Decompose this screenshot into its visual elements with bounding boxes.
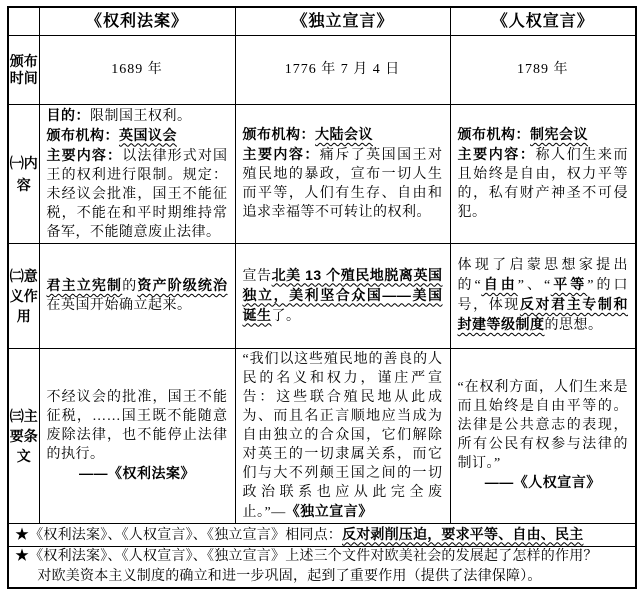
row-label-content: ㈠内容 (8, 104, 39, 243)
text-block (47, 106, 228, 126)
text-segment: 大陆会议 (315, 126, 373, 142)
cell-provisions-bill (39, 348, 235, 523)
text-segment: 《独立宣言》 (285, 502, 373, 519)
text-block (47, 146, 228, 242)
header-declaration-rights-of-man: 《人权宣言》 (450, 7, 636, 35)
text-segment: 痛斥了英国国王对殖民地的暴政，宣布一切人生而平等，人们有生存、自由和追求幸福等不可转让的权利。 (242, 148, 443, 220)
text-segment: 称人们生来而且始终是自由，权力平等的，私有财产神圣不可侵犯。 (457, 148, 628, 220)
text-block (15, 547, 629, 567)
corner-cell (8, 7, 39, 35)
text-block (47, 388, 228, 464)
cell-provisions-rights-of-man (450, 348, 636, 523)
text-segment: 不经议会的批准，国王不能征税，……国王既不能随意废除法律，也不能停止法律的执行。 (46, 389, 228, 462)
cell-time-rights-of-man (450, 35, 636, 104)
text-block (243, 350, 443, 522)
cell-provisions-independence (235, 348, 450, 523)
row-label-significance: ㈡意义作用 (8, 243, 39, 348)
text-block (243, 125, 443, 145)
header-row (8, 7, 636, 35)
text-segment: ★《权利法案》、《人权宣言》、《独立宣言》上述三个文件对欧美社会的发展起了怎样的作用？ (15, 548, 598, 564)
text-block (47, 126, 228, 146)
header-declaration-of-independence: 《独立宣言》 (235, 7, 450, 35)
text-block (458, 473, 629, 493)
text-block (458, 125, 629, 145)
row-significance (8, 243, 636, 348)
row-issue-time (8, 35, 636, 104)
text-segment: ”、“ (517, 278, 551, 293)
text-segment: 反对君主专制和封建等级制度 (457, 296, 629, 332)
text-segment: 制宪会议 (530, 126, 588, 142)
text-segment: 自由 (481, 276, 518, 292)
cell-content-rights-of-man (450, 104, 636, 243)
row-label-main-provisions: ㈢主要条文 (8, 348, 39, 523)
cell-content-bill (39, 104, 235, 243)
text-segment: 主要内容： (46, 146, 123, 163)
text-segment: 的思想。 (544, 318, 603, 333)
text-segment: “我们以这些殖民地的善良的人民的名义和权力，谨庄严宣告：这些联合殖民地从此成为、而且名正言顺地应当成为自由独立的合众国，它们解除对英王的一切隶属关系，而它们与大不列颠王国之间的一切政治联系也应从此完全废止。”— (242, 351, 443, 520)
text-segment: ★《权利法案》、《人权宣言》、《独立宣言》相同点： (15, 527, 342, 543)
text-segment: 君主立宪制 (46, 277, 123, 293)
text-segment: ——《人权宣言》 (484, 474, 601, 490)
cell-significance-bill (39, 243, 235, 348)
text-segment: 颁布机构： (457, 126, 530, 142)
text-block (37, 567, 629, 587)
text-segment: 对欧美资本主义制度的确立和进一步巩固，起到了重要作用（提供了法律保障）。 (37, 568, 542, 584)
header-bill-of-rights: 《权利法案》 (39, 7, 235, 35)
text-segment: “在权利方面，人们生来是而且始终是自由平等的。法律是公共意志的表现，所有公民有权参与法律的制订。” (457, 380, 628, 471)
text-segment: 的 (122, 279, 138, 294)
text-block (47, 464, 228, 484)
note-common-points (8, 523, 636, 546)
text-segment: 1776 年 7 月 4 日 (284, 62, 401, 77)
text-segment: 北美 13 个殖民地脱离英国独立，美利坚合众国——美国诞生 (242, 266, 443, 323)
text-segment: 体现了启蒙思想家提出的“ (457, 258, 628, 293)
text-block (243, 60, 443, 79)
row-label-issue-time: 颁布时间 (8, 35, 39, 104)
text-segment: 颁布机构： (242, 126, 315, 142)
text-segment: ——《权利法案》 (79, 464, 195, 481)
text-segment: 1789 年 (517, 62, 569, 77)
text-segment: 在英国开始确立起来。 (46, 298, 192, 313)
text-segment: 资产阶级统治 (137, 277, 228, 293)
text-block (47, 276, 228, 315)
text-block (458, 145, 629, 222)
text-segment: 1689 年 (111, 62, 163, 77)
text-block (458, 378, 629, 473)
text-segment: 平等 (550, 276, 588, 292)
text-segment: 以法律形式对国王的权利进行限制。规定：未经议会批准，国王不能征税，不能在和平时期维持常备军，不能随意废止法律。 (46, 148, 228, 240)
cell-content-independence (235, 104, 450, 243)
text-segment: ”的口号，体现 (457, 278, 629, 313)
comparison-table (7, 6, 637, 589)
text-block (458, 60, 629, 79)
cell-time-independence (235, 35, 450, 104)
text-block (458, 256, 629, 335)
text-segment: 主要内容： (242, 146, 320, 162)
text-block (15, 524, 629, 546)
note-question-effect (8, 546, 636, 588)
cell-time-bill (39, 35, 235, 104)
text-segment: 限制国王权利。 (90, 108, 192, 124)
text-segment: 反对剥削压迫，要求平等、自由、民主 (342, 525, 584, 542)
text-segment: 目的： (46, 106, 90, 123)
text-segment: 颁布机构： (46, 126, 119, 143)
text-block (47, 60, 228, 79)
text-segment: 英国议会 (119, 126, 177, 143)
cell-significance-independence (235, 243, 450, 348)
text-segment: 了。 (271, 308, 301, 324)
text-block (243, 266, 443, 326)
text-block (243, 145, 443, 222)
text-segment: 主要内容： (457, 146, 536, 162)
row-main-provisions (8, 348, 636, 523)
row-content (8, 104, 636, 243)
document-page (7, 6, 635, 589)
note-row-common-points (8, 523, 636, 546)
text-segment: 宣告 (242, 268, 272, 284)
note-row-question (8, 546, 636, 588)
cell-significance-rights-of-man (450, 243, 636, 348)
